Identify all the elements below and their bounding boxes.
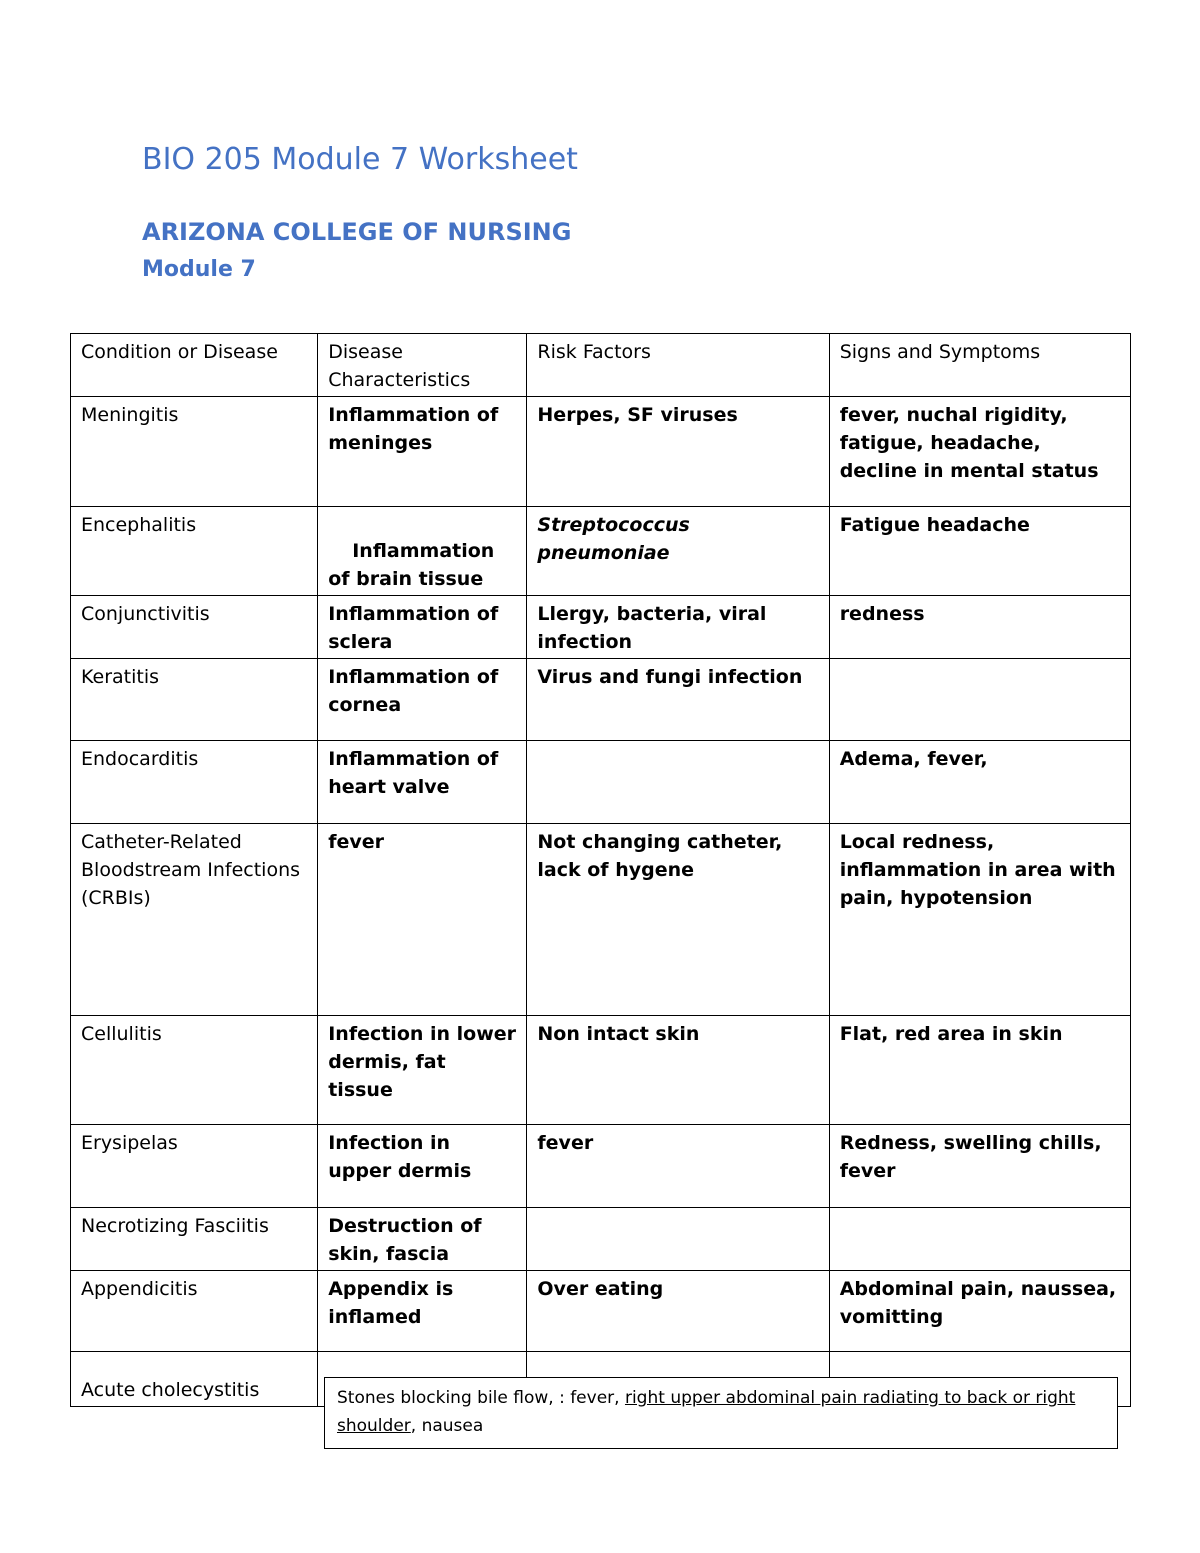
characteristics-cell: Inflammation of heart valve — [318, 741, 527, 824]
condition-cell: Necrotizing Fasciitis — [71, 1208, 318, 1271]
characteristics-cell: fever — [318, 824, 527, 1016]
note-textbox — [324, 1377, 1118, 1449]
condition-cell: Meningitis — [71, 397, 318, 507]
college-name: ARIZONA COLLEGE OF NURSING — [142, 218, 572, 246]
characteristics-cell: Inflammation of meninges — [318, 397, 527, 507]
condition-cell: Endocarditis — [71, 741, 318, 824]
table-row — [71, 741, 1131, 824]
characteristics-cell: Infection in lower dermis, fat tissue — [318, 1016, 527, 1125]
column-header: Disease Characteristics — [318, 334, 527, 397]
table-row — [71, 1271, 1131, 1352]
table-row — [71, 1016, 1131, 1125]
characteristics-cell: Appendix is inflamed — [318, 1271, 527, 1352]
characteristics-cell: Infection in upper dermis — [318, 1125, 527, 1208]
risk-cell: Herpes, SF viruses — [527, 397, 829, 507]
risk-cell — [527, 741, 829, 824]
signs-cell — [829, 1208, 1130, 1271]
condition-cell: Appendicitis — [71, 1271, 318, 1352]
column-header: Risk Factors — [527, 334, 829, 397]
signs-cell: redness — [829, 596, 1130, 659]
risk-cell — [527, 1208, 829, 1271]
signs-cell: fever, nuchal rigidity, fatigue, headache, decline in mental status — [829, 397, 1130, 507]
condition-cell: Catheter-Related Bloodstream Infections (CRBIs) — [71, 824, 318, 1016]
signs-cell — [829, 659, 1130, 741]
table-row — [71, 397, 1131, 507]
condition-cell: Encephalitis — [71, 507, 318, 596]
signs-cell: Abdominal pain, naussea, vomitting — [829, 1271, 1130, 1352]
note-underlined-text: right upper abdominal pain radiating to back or right shoulder — [337, 1388, 1076, 1436]
disease-table — [70, 333, 1131, 1407]
risk-cell: Virus and fungi infection — [527, 659, 829, 741]
condition-cell: Cellulitis — [71, 1016, 318, 1125]
column-header: Condition or Disease — [71, 334, 318, 397]
characteristics-text: Inflammation of brain tissue — [328, 540, 495, 590]
signs-cell: Flat, red area in skin — [829, 1016, 1130, 1125]
table-row — [71, 507, 1131, 596]
signs-cell: Fatigue headache — [829, 507, 1130, 596]
characteristics-cell — [318, 507, 527, 596]
risk-cell: Llergy, bacteria, viral infection — [527, 596, 829, 659]
table-row — [71, 1208, 1131, 1271]
condition-cell: Acute cholecystitis — [71, 1352, 318, 1407]
table-row — [71, 1125, 1131, 1208]
condition-cell: Keratitis — [71, 659, 318, 741]
condition-cell: Erysipelas — [71, 1125, 318, 1208]
note-text: Stones blocking bile flow, : fever, — [337, 1388, 625, 1408]
risk-cell: Streptococcus pneumoniae — [527, 507, 829, 596]
column-header: Signs and Symptoms — [829, 334, 1130, 397]
risk-cell: Not changing catheter, lack of hygene — [527, 824, 829, 1016]
characteristics-cell: Destruction of skin, fascia — [318, 1208, 527, 1271]
characteristics-cell: Inflammation of cornea — [318, 659, 527, 741]
signs-cell: Local redness, inflammation in area with pain, hypotension — [829, 824, 1130, 1016]
characteristics-cell: Inflammation of sclera — [318, 596, 527, 659]
risk-cell: Over eating — [527, 1271, 829, 1352]
table-row — [71, 596, 1131, 659]
risk-cell: Non intact skin — [527, 1016, 829, 1125]
table-row — [71, 824, 1131, 1016]
module-label: Module 7 — [142, 257, 256, 282]
table-row — [71, 659, 1131, 741]
page-title: BIO 205 Module 7 Worksheet — [142, 142, 578, 177]
signs-cell: Redness, swelling chills, fever — [829, 1125, 1130, 1208]
risk-cell: fever — [527, 1125, 829, 1208]
signs-cell: Adema, fever, — [829, 741, 1130, 824]
table-header-row — [71, 334, 1131, 397]
note-text-end: , nausea — [410, 1416, 484, 1436]
condition-cell: Conjunctivitis — [71, 596, 318, 659]
